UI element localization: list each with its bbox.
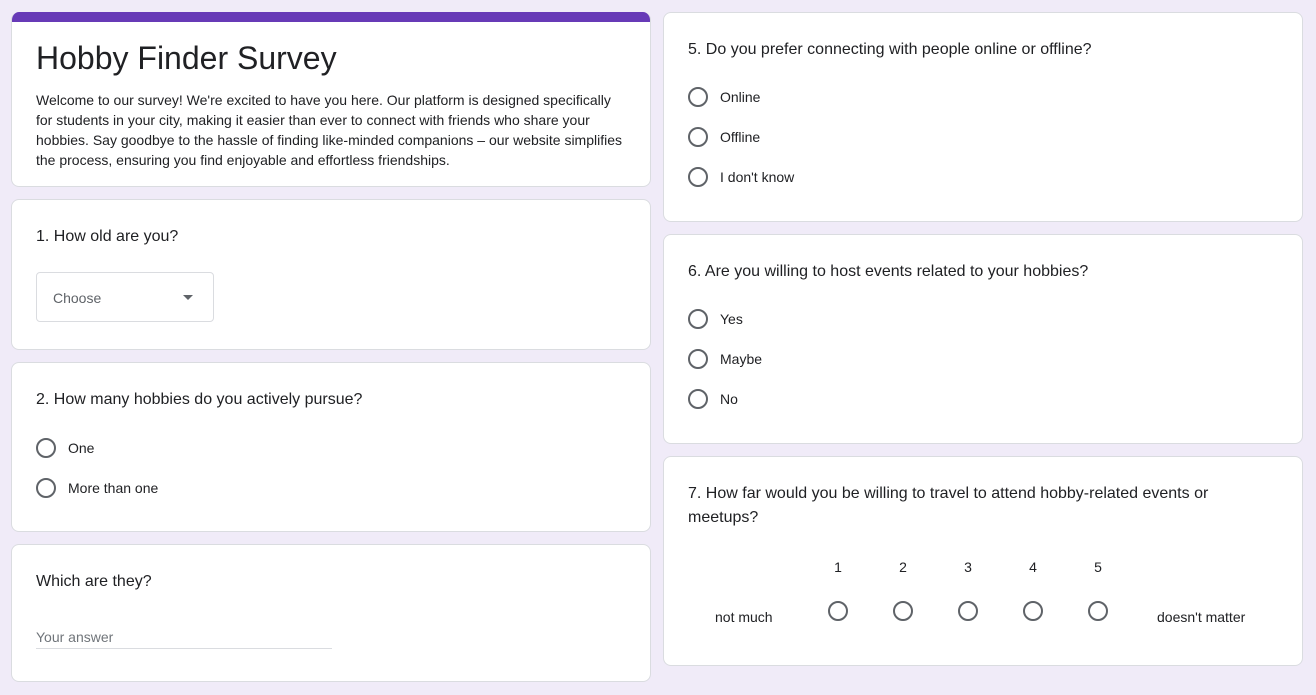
question-title: 6. Are you willing to host events related to your hobbies?	[688, 263, 1089, 280]
scale-label-3: 3	[964, 559, 972, 575]
form-description: Welcome to our survey! We're excited to have you here. Our platform is designed specifically for students in your city, making it easier than ever to connect with friends who share your hobbies. Say goodbye to the hassle of finding like-minded companions – our website simplifies the process, ensuring you find enjoyable and effortless friendships.	[36, 92, 623, 168]
question-title: 5. Do you prefer connecting with people online or offline?	[688, 41, 1092, 58]
option-label: Maybe	[720, 351, 763, 367]
question-card-age	[11, 199, 651, 350]
question-title: 7. How far would you be willing to travel to attend hobby-related events or meetups?	[688, 485, 1209, 526]
scale-label-1: 1	[834, 559, 842, 575]
radio-icon[interactable]	[688, 167, 708, 187]
question-title: Which are they?	[36, 573, 152, 590]
option-yes[interactable]	[688, 307, 743, 331]
question-title: 2. How many hobbies do you actively pursue?	[36, 391, 363, 408]
option-more-than-one[interactable]	[36, 476, 158, 500]
option-label: One	[68, 440, 95, 456]
option-label: No	[720, 391, 738, 407]
option-label: Online	[720, 89, 761, 105]
radio-icon[interactable]	[688, 389, 708, 409]
radio-icon[interactable]	[36, 438, 56, 458]
option-online[interactable]	[688, 85, 760, 109]
scale-label-4: 4	[1029, 559, 1037, 575]
scale-label-2: 2	[899, 559, 907, 575]
scale-low-label: not much	[715, 609, 773, 625]
scale-radio-2[interactable]	[893, 601, 913, 621]
option-one[interactable]	[36, 436, 94, 460]
option-dont-know[interactable]	[688, 165, 794, 189]
scale-radio-1[interactable]	[828, 601, 848, 621]
scale-radio-3[interactable]	[958, 601, 978, 621]
radio-icon[interactable]	[688, 87, 708, 107]
question-card-travel-distance	[663, 456, 1303, 666]
option-label: Yes	[720, 311, 743, 327]
option-offline[interactable]	[688, 125, 760, 149]
option-maybe[interactable]	[688, 347, 762, 371]
dropdown-placeholder: Choose	[53, 290, 102, 306]
age-dropdown[interactable]	[36, 272, 214, 322]
radio-icon[interactable]	[36, 478, 56, 498]
form-title: Hobby Finder Survey	[36, 40, 337, 76]
option-no[interactable]	[688, 387, 738, 411]
question-card-hobby-count	[11, 362, 651, 532]
scale-high-label: doesn't matter	[1157, 609, 1246, 625]
option-label: I don't know	[720, 169, 795, 185]
scale-label-5: 5	[1094, 559, 1102, 575]
question-card-host-events	[663, 234, 1303, 444]
question-card-which-hobbies	[11, 544, 651, 682]
radio-icon[interactable]	[688, 127, 708, 147]
form-header-card	[11, 12, 651, 187]
scale-radio-5[interactable]	[1088, 601, 1108, 621]
answer-text-input[interactable]	[36, 625, 332, 649]
question-card-online-offline	[663, 12, 1303, 222]
form-accent-bar	[12, 12, 650, 22]
question-title: 1. How old are you?	[36, 228, 179, 245]
radio-icon[interactable]	[688, 349, 708, 369]
option-label: More than one	[68, 480, 159, 496]
dropdown-arrow-icon	[183, 295, 193, 300]
radio-icon[interactable]	[688, 309, 708, 329]
option-label: Offline	[720, 129, 761, 145]
scale-radio-4[interactable]	[1023, 601, 1043, 621]
